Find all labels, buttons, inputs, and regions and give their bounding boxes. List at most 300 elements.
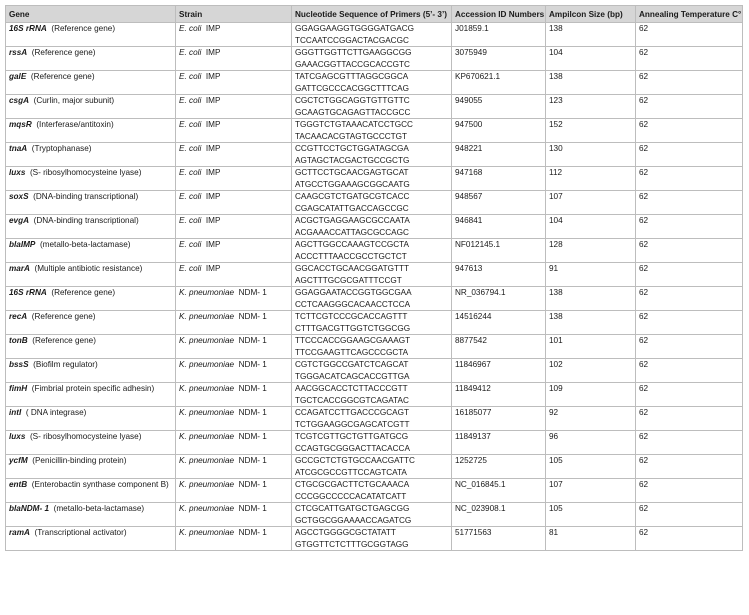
gene-description: (Biofilm regulator) — [33, 360, 98, 369]
strain-name: NDM- 1 — [238, 336, 267, 345]
annealing-temperature-text: 62 — [639, 192, 649, 201]
table-row — [6, 203, 743, 215]
table-row — [6, 431, 743, 443]
strain-cell — [176, 383, 292, 395]
table-row — [6, 515, 743, 527]
amplicon-size-text: 81 — [549, 528, 559, 537]
annealing-temperature — [636, 383, 743, 395]
reverse-primer-text: TCTGGAAGGCGAGCATCGTT — [295, 419, 410, 429]
strain-cell — [176, 503, 292, 515]
forward-primer-text: GGAGGAAGGTGGGGATGACG — [295, 24, 415, 33]
table-row — [6, 479, 743, 491]
species-name: K. pneumoniae — [179, 480, 235, 489]
forward-primer-text: TGGGTCTGTAAACATCCTGCC — [295, 120, 413, 129]
temperature-empty — [636, 227, 743, 239]
strain-name: IMP — [205, 264, 221, 273]
strain-cell — [176, 479, 292, 491]
amplicon-size-text: 138 — [549, 312, 563, 321]
annealing-temperature — [636, 287, 743, 299]
gene-description: (S- ribosylhomocysteine lyase) — [29, 432, 142, 441]
strain-cell-empty — [176, 179, 292, 191]
gene-cell — [6, 359, 176, 371]
reverse-primer — [292, 131, 452, 143]
strain-cell-empty — [176, 299, 292, 311]
gene-description: (Fimbrial protein specific adhesin) — [31, 384, 155, 393]
strain-name: IMP — [205, 144, 221, 153]
gene-symbol: galE — [9, 72, 27, 81]
forward-primer-text: AGCTTGGCCAAAGTCCGCTA — [295, 240, 410, 249]
gene-symbol: bssS — [9, 360, 29, 369]
annealing-temperature — [636, 455, 743, 467]
amplicon-size — [546, 239, 636, 251]
gene-description: (Curlin, major subunit) — [33, 96, 115, 105]
amplicon-empty — [546, 323, 636, 335]
reverse-primer — [292, 299, 452, 311]
amplicon-size-text: 138 — [549, 72, 563, 81]
reverse-primer — [292, 35, 452, 47]
reverse-primer — [292, 275, 452, 287]
table-row — [6, 119, 743, 131]
strain-cell-empty — [176, 491, 292, 503]
gene-symbol: fimH — [9, 384, 28, 393]
accession-number — [452, 479, 546, 491]
accession-number — [452, 215, 546, 227]
reverse-primer-text: GATTCGCCCACGGCTTTCAG — [295, 83, 410, 93]
gene-description: (Interferase/antitoxin) — [36, 120, 114, 129]
strain-cell — [176, 143, 292, 155]
gene-cell — [6, 311, 176, 323]
amplicon-empty — [546, 491, 636, 503]
strain-name: NDM- 1 — [238, 528, 267, 537]
gene-cell — [6, 143, 176, 155]
accession-number-text: 8877542 — [455, 336, 487, 345]
temperature-empty — [636, 59, 743, 71]
accession-number — [452, 527, 546, 539]
gene-cell — [6, 455, 176, 467]
amplicon-size-text: 107 — [549, 480, 563, 489]
table-row — [6, 47, 743, 59]
gene-cell — [6, 479, 176, 491]
reverse-primer-text: TACAACACGTAGTGCCCTGT — [295, 131, 408, 141]
primer-table-container — [5, 5, 742, 551]
strain-name: IMP — [205, 96, 221, 105]
annealing-temperature — [636, 503, 743, 515]
strain-cell-empty — [176, 155, 292, 167]
reverse-primer-text: TTCCGAAGTTCAGCCCGCTA — [295, 347, 409, 357]
species-name: K. pneumoniae — [179, 408, 235, 417]
table-row — [6, 527, 743, 539]
amplicon-size-text: 112 — [549, 168, 563, 177]
forward-primer-text: CAAGCGTCTGATGCGTCACC — [295, 192, 410, 201]
species-name: E. coli — [179, 120, 202, 129]
forward-primer-text: ACGCTGAGGAAGCGCCAATA — [295, 216, 410, 225]
forward-primer — [292, 479, 452, 491]
strain-name: IMP — [205, 168, 221, 177]
gene-cell-empty — [6, 491, 176, 503]
gene-cell — [6, 263, 176, 275]
forward-primer — [292, 455, 452, 467]
table-row — [6, 311, 743, 323]
table-row — [6, 299, 743, 311]
table-row — [6, 539, 743, 551]
strain-name: NDM- 1 — [238, 432, 267, 441]
accession-empty — [452, 131, 546, 143]
table-row — [6, 95, 743, 107]
reverse-primer-text: ACCCTTTAACCGCCTGCTCT — [295, 251, 407, 261]
reverse-primer-text: AGTAGCTACGACTGCCGCTG — [295, 155, 410, 165]
accession-number-text: NF012145.1 — [455, 240, 501, 249]
species-name: E. coli — [179, 216, 202, 225]
strain-name: NDM- 1 — [238, 408, 267, 417]
gene-cell-empty — [6, 539, 176, 551]
temperature-empty — [636, 107, 743, 119]
gene-cell — [6, 383, 176, 395]
species-name: E. coli — [179, 24, 202, 33]
amplicon-size — [546, 479, 636, 491]
reverse-primer — [292, 467, 452, 479]
accession-number-text: 11849137 — [455, 432, 491, 441]
reverse-primer-text: ACGAAACCATTAGCGCCAGC — [295, 227, 409, 237]
annealing-temperature-text: 62 — [639, 24, 649, 33]
strain-name: IMP — [205, 240, 221, 249]
annealing-temperature — [636, 335, 743, 347]
accession-number — [452, 47, 546, 59]
accession-number — [452, 191, 546, 203]
accession-number-text: NC_023908.1 — [455, 504, 506, 513]
accession-number-text: 1252725 — [455, 456, 487, 465]
annealing-temperature — [636, 23, 743, 35]
species-name: K. pneumoniae — [179, 288, 235, 297]
amplicon-size-text: 91 — [549, 264, 559, 273]
gene-symbol: 16S rRNA — [9, 24, 47, 33]
table-row — [6, 491, 743, 503]
forward-primer-text: TATCGAGCGTTTAGGCGGCA — [295, 72, 409, 81]
species-name: E. coli — [179, 72, 202, 81]
annealing-temperature — [636, 479, 743, 491]
table-row — [6, 287, 743, 299]
forward-primer — [292, 239, 452, 251]
gene-cell — [6, 71, 176, 83]
gene-cell — [6, 215, 176, 227]
reverse-primer — [292, 323, 452, 335]
annealing-temperature — [636, 263, 743, 275]
strain-cell — [176, 23, 292, 35]
species-name: K. pneumoniae — [179, 384, 235, 393]
accession-empty — [452, 83, 546, 95]
gene-cell — [6, 167, 176, 179]
temperature-empty — [636, 467, 743, 479]
forward-primer-text: TTCCCACCGGAAGCGAAAGT — [295, 336, 411, 345]
forward-primer — [292, 383, 452, 395]
strain-name: NDM- 1 — [238, 480, 267, 489]
amplicon-size-text: 96 — [549, 432, 559, 441]
accession-number-text: 946841 — [455, 216, 483, 225]
accession-number-text: J01859.1 — [455, 24, 489, 33]
temperature-empty — [636, 131, 743, 143]
temperature-empty — [636, 539, 743, 551]
accession-empty — [452, 443, 546, 455]
forward-primer-text: CGCTCTGGCAGGTGTTGTTC — [295, 96, 410, 105]
gene-symbol: csgA — [9, 96, 30, 105]
gene-cell-empty — [6, 179, 176, 191]
table-row — [6, 155, 743, 167]
gene-cell-empty — [6, 155, 176, 167]
gene-cell-empty — [6, 323, 176, 335]
forward-primer — [292, 23, 452, 35]
reverse-primer — [292, 491, 452, 503]
amplicon-empty — [546, 539, 636, 551]
reverse-primer-text: TCCAATCCGGACTACGACGC — [295, 35, 409, 45]
accession-number — [452, 239, 546, 251]
accession-number — [452, 23, 546, 35]
gene-description: ( DNA integrase) — [25, 408, 87, 417]
accession-number-text: 51771563 — [455, 528, 492, 537]
accession-empty — [452, 515, 546, 527]
strain-name: IMP — [205, 192, 221, 201]
strain-cell-empty — [176, 203, 292, 215]
table-row — [6, 275, 743, 287]
reverse-primer-text: CCAGTGCGGGACTTACACCA — [295, 443, 410, 453]
forward-primer — [292, 95, 452, 107]
strain-cell-empty — [176, 419, 292, 431]
accession-number-text: 14516244 — [455, 312, 492, 321]
reverse-primer-text: ATGCCTGGAAAGCGGCAATG — [295, 179, 410, 189]
accession-number-text: 11846967 — [455, 360, 491, 369]
amplicon-size — [546, 407, 636, 419]
reverse-primer-text: GAAACGGTTACCGCACCGTC — [295, 59, 410, 69]
temperature-empty — [636, 203, 743, 215]
strain-name: IMP — [205, 216, 221, 225]
table-row — [6, 23, 743, 35]
annealing-temperature-text: 62 — [639, 72, 649, 81]
accession-number — [452, 335, 546, 347]
table-row — [6, 227, 743, 239]
gene-cell-empty — [6, 467, 176, 479]
gene-symbol: evgA — [9, 216, 30, 225]
gene-description: (S- ribosylhomocysteine lyase) — [29, 168, 142, 177]
accession-number — [452, 455, 546, 467]
annealing-temperature-text: 62 — [639, 120, 649, 129]
gene-symbol: mqsR — [9, 120, 32, 129]
gene-description: (DNA-binding transcriptional) — [33, 216, 139, 225]
header-row — [6, 6, 743, 23]
temperature-empty — [636, 491, 743, 503]
temperature-empty — [636, 419, 743, 431]
table-row — [6, 143, 743, 155]
species-name: K. pneumoniae — [179, 432, 235, 441]
reverse-primer-text: CGAGCATATTGACCAGCCGC — [295, 203, 409, 213]
accession-empty — [452, 323, 546, 335]
reverse-primer-text: CTTTGACGTTGGTCTGGCGG — [295, 323, 411, 333]
strain-cell-empty — [176, 251, 292, 263]
gene-cell — [6, 119, 176, 131]
accession-number — [452, 383, 546, 395]
temperature-empty — [636, 251, 743, 263]
table-row — [6, 131, 743, 143]
table-row — [6, 347, 743, 359]
reverse-primer — [292, 203, 452, 215]
forward-primer — [292, 431, 452, 443]
accession-number-text: NC_016845.1 — [455, 480, 506, 489]
forward-primer — [292, 47, 452, 59]
amplicon-size — [546, 47, 636, 59]
strain-name: NDM- 1 — [238, 288, 267, 297]
temperature-empty — [636, 443, 743, 455]
forward-primer-text: AACGGCACCTCTTACCCGTT — [295, 384, 408, 393]
gene-cell — [6, 527, 176, 539]
reverse-primer — [292, 515, 452, 527]
forward-primer — [292, 335, 452, 347]
accession-empty — [452, 395, 546, 407]
amplicon-size-text: 128 — [549, 240, 563, 249]
gene-symbol: luxs — [9, 168, 26, 177]
annealing-temperature-text: 62 — [639, 504, 649, 513]
gene-cell-empty — [6, 131, 176, 143]
strain-name: IMP — [205, 72, 221, 81]
header-strain: Strain — [176, 6, 292, 23]
forward-primer-text: GGCACCTGCAACGGATGTTT — [295, 264, 410, 273]
table-row — [6, 251, 743, 263]
gene-symbol: ycfM — [9, 456, 28, 465]
species-name: E. coli — [179, 240, 202, 249]
accession-number — [452, 287, 546, 299]
amplicon-empty — [546, 371, 636, 383]
gene-symbol: recA — [9, 312, 28, 321]
amplicon-size — [546, 191, 636, 203]
gene-symbol: 16S rRNA — [9, 288, 47, 297]
strain-cell — [176, 407, 292, 419]
strain-cell-empty — [176, 275, 292, 287]
strain-cell — [176, 311, 292, 323]
species-name: K. pneumoniae — [179, 336, 235, 345]
amplicon-size — [546, 71, 636, 83]
annealing-temperature — [636, 167, 743, 179]
annealing-temperature-text: 62 — [639, 528, 649, 537]
strain-cell-empty — [176, 35, 292, 47]
amplicon-size-text: 104 — [549, 48, 563, 57]
gene-description: (Tryptophanase) — [31, 144, 92, 153]
gene-cell — [6, 47, 176, 59]
table-row — [6, 191, 743, 203]
amplicon-size-text: 130 — [549, 144, 563, 153]
accession-empty — [452, 491, 546, 503]
annealing-temperature-text: 62 — [639, 216, 649, 225]
forward-primer-text: CTGCGCGACTTCTGCAAACA — [295, 480, 410, 489]
header-gene: Gene — [6, 6, 176, 23]
species-name: E. coli — [179, 264, 202, 273]
temperature-empty — [636, 299, 743, 311]
gene-symbol: rssA — [9, 48, 28, 57]
gene-cell-empty — [6, 347, 176, 359]
gene-description: (Reference gene) — [31, 48, 96, 57]
forward-primer — [292, 287, 452, 299]
amplicon-size — [546, 263, 636, 275]
annealing-temperature-text: 62 — [639, 144, 649, 153]
gene-cell-empty — [6, 443, 176, 455]
gene-description: (metallo-beta-lactamase) — [53, 504, 145, 513]
temperature-empty — [636, 275, 743, 287]
table-row — [6, 395, 743, 407]
strain-cell — [176, 95, 292, 107]
species-name: E. coli — [179, 168, 202, 177]
annealing-temperature-text: 62 — [639, 336, 649, 345]
species-name: K. pneumoniae — [179, 528, 235, 537]
strain-name: NDM- 1 — [238, 360, 267, 369]
gene-cell — [6, 95, 176, 107]
gene-symbol: blaNDM- 1 — [9, 504, 50, 513]
gene-description: (Multiple antibiotic resistance) — [34, 264, 143, 273]
primer-table — [5, 5, 743, 551]
table-row — [6, 35, 743, 47]
strain-cell — [176, 431, 292, 443]
forward-primer — [292, 119, 452, 131]
reverse-primer-text: GCTGGCGGAAAACCAGATCG — [295, 515, 412, 525]
species-name: E. coli — [179, 144, 202, 153]
gene-cell-empty — [6, 371, 176, 383]
accession-number — [452, 263, 546, 275]
header-annealing-temp: Annealing Temperature C° — [636, 6, 743, 23]
forward-primer-text: CTCGCATTGATGCTGAGCGG — [295, 504, 410, 513]
amplicon-size-text: 101 — [549, 336, 563, 345]
amplicon-empty — [546, 395, 636, 407]
forward-primer-text: GGAGGAATACCGGTGGCGAA — [295, 288, 412, 297]
gene-description: (Reference gene) — [31, 312, 96, 321]
gene-cell — [6, 23, 176, 35]
header-amplicon-size: Ampilcon Size (bp) — [546, 6, 636, 23]
accession-number-text: 947613 — [455, 264, 483, 273]
accession-empty — [452, 275, 546, 287]
gene-symbol: entB — [9, 480, 28, 489]
table-row — [6, 383, 743, 395]
gene-symbol: marA — [9, 264, 30, 273]
strain-cell-empty — [176, 131, 292, 143]
strain-cell — [176, 359, 292, 371]
table-row — [6, 215, 743, 227]
annealing-temperature — [636, 191, 743, 203]
accession-empty — [452, 203, 546, 215]
temperature-empty — [636, 371, 743, 383]
gene-cell-empty — [6, 227, 176, 239]
amplicon-size — [546, 311, 636, 323]
accession-number-text: 949055 — [455, 96, 483, 105]
strain-name: IMP — [205, 48, 221, 57]
table-row — [6, 71, 743, 83]
amplicon-size — [546, 359, 636, 371]
reverse-primer — [292, 371, 452, 383]
accession-number — [452, 71, 546, 83]
species-name: E. coli — [179, 96, 202, 105]
strain-cell-empty — [176, 347, 292, 359]
accession-number — [452, 119, 546, 131]
accession-number-text: KP670621.1 — [455, 72, 501, 81]
accession-number — [452, 311, 546, 323]
gene-cell-empty — [6, 419, 176, 431]
species-name: K. pneumoniae — [179, 360, 235, 369]
gene-cell-empty — [6, 275, 176, 287]
gene-description: (Penicillin-binding protein) — [32, 456, 127, 465]
gene-symbol: tnaA — [9, 144, 28, 153]
reverse-primer-text: TGGGACATCAGCACCGTTGA — [295, 371, 410, 381]
gene-cell-empty — [6, 395, 176, 407]
amplicon-size-text: 109 — [549, 384, 563, 393]
accession-number — [452, 95, 546, 107]
amplicon-empty — [546, 83, 636, 95]
table-row — [6, 467, 743, 479]
amplicon-size — [546, 143, 636, 155]
amplicon-empty — [546, 155, 636, 167]
gene-cell-empty — [6, 299, 176, 311]
amplicon-empty — [546, 275, 636, 287]
